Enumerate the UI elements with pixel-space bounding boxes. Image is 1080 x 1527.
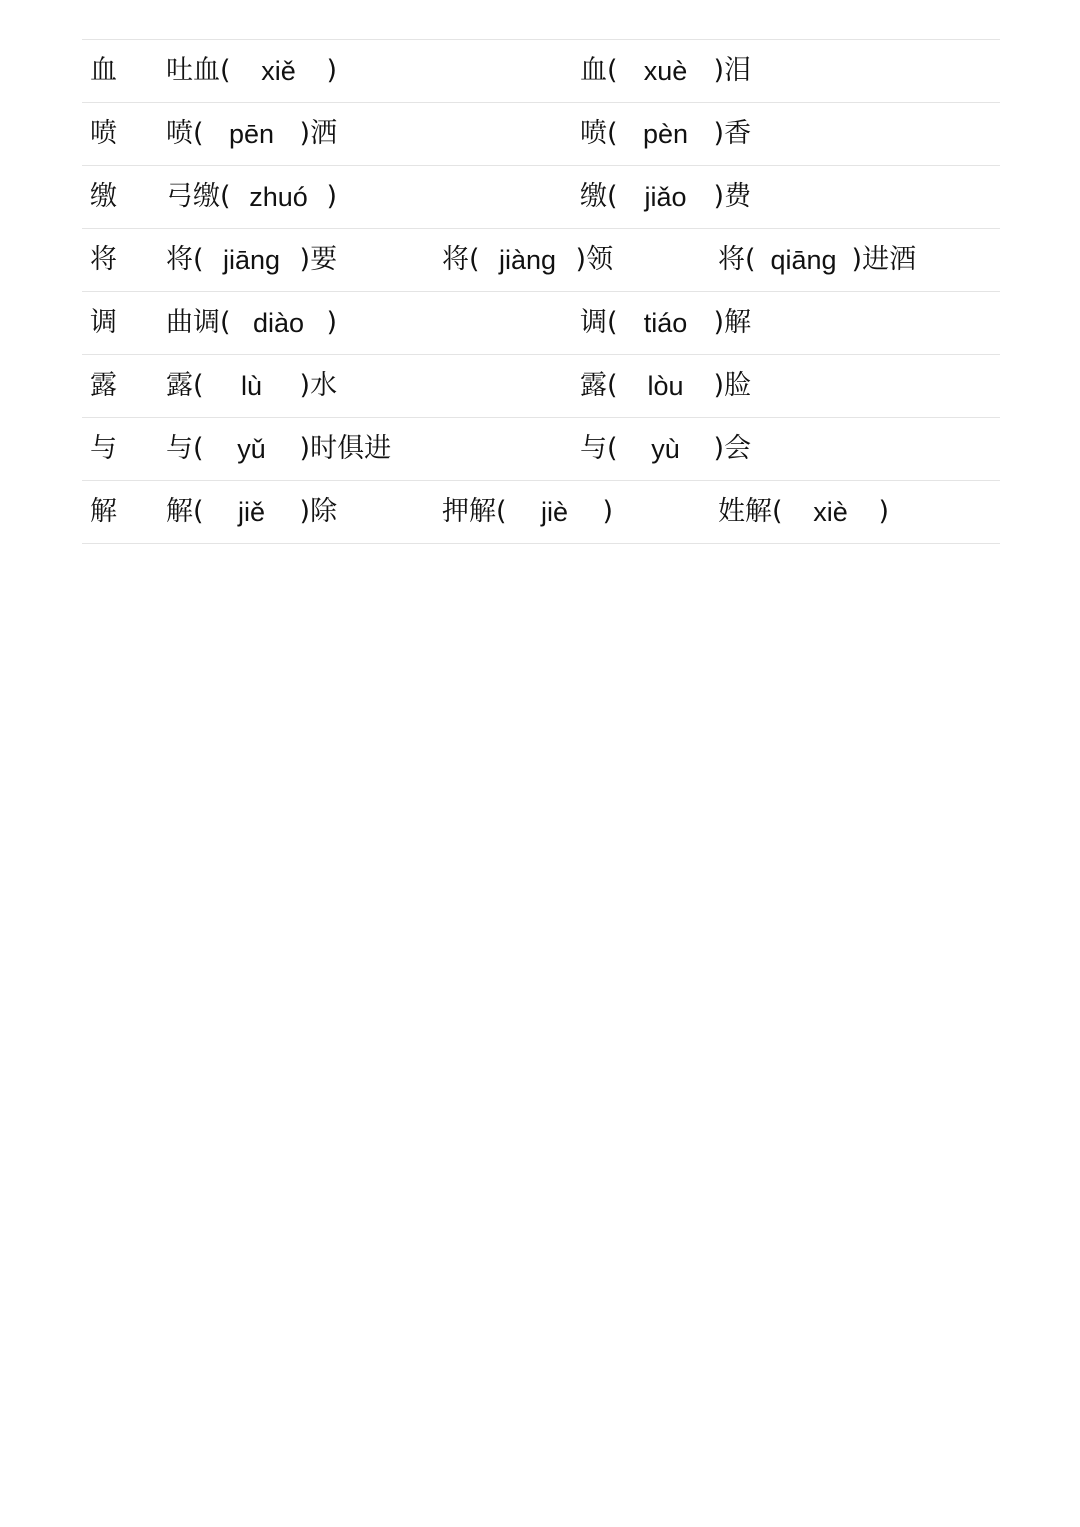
word-prefix: 血( — [580, 55, 618, 86]
word-suffix: )除 — [299, 496, 338, 527]
row-character: 与 — [90, 433, 117, 464]
word-suffix: ) — [326, 55, 338, 86]
pinyin: tiáo — [643, 308, 688, 338]
pinyin: yǔ — [237, 434, 266, 464]
word-prefix: 吐血( — [166, 55, 231, 86]
word-prefix: 露( — [166, 370, 204, 401]
word-prefix: 将( — [718, 244, 756, 275]
word-suffix: ) — [878, 496, 890, 527]
word-suffix: )泪 — [713, 55, 752, 86]
row-character: 解 — [90, 496, 117, 527]
row-character: 将 — [90, 244, 117, 275]
word-suffix: ) — [602, 496, 614, 527]
pinyin: xiè — [813, 497, 848, 527]
word-entry — [580, 418, 751, 480]
word-suffix: )领 — [575, 244, 614, 275]
row-character: 露 — [90, 370, 117, 401]
word-entry — [580, 166, 751, 228]
word-entry — [580, 355, 751, 417]
word-suffix: ) — [326, 307, 338, 338]
pinyin: qiāng — [770, 245, 837, 275]
pinyin: pèn — [643, 119, 689, 149]
word-entry — [580, 40, 751, 102]
pinyin: lòu — [647, 371, 684, 401]
word-entry — [166, 292, 337, 354]
word-suffix: )费 — [713, 181, 752, 212]
word-prefix: 曲调( — [166, 307, 231, 338]
word-entry — [166, 229, 337, 291]
word-prefix: 与( — [166, 433, 204, 464]
word-entry — [166, 355, 337, 417]
word-suffix: )时俱进 — [299, 433, 392, 464]
word-suffix: )香 — [713, 118, 752, 149]
word-entry — [580, 292, 751, 354]
word-entry — [166, 418, 391, 480]
row-character: 缴 — [90, 181, 117, 212]
table-row — [82, 481, 1000, 544]
word-entry — [166, 40, 337, 102]
word-prefix: 露( — [580, 370, 618, 401]
word-entry — [166, 166, 337, 228]
pinyin: diào — [253, 308, 305, 338]
word-entry — [442, 229, 613, 291]
word-prefix: 调( — [580, 307, 618, 338]
word-suffix: )洒 — [299, 118, 338, 149]
word-prefix: 缴( — [580, 181, 618, 212]
table-row — [82, 40, 1000, 103]
pinyin: jiě — [238, 497, 266, 527]
pinyin: pēn — [229, 119, 275, 149]
word-suffix: )解 — [713, 307, 752, 338]
word-prefix: 与( — [580, 433, 618, 464]
word-entry — [718, 229, 916, 291]
word-entry — [442, 481, 613, 543]
word-prefix: 解( — [166, 496, 204, 527]
word-suffix: )进酒 — [851, 244, 917, 275]
pinyin: xiě — [261, 56, 296, 86]
word-suffix: )会 — [713, 433, 752, 464]
word-entry — [718, 481, 889, 543]
table-row — [82, 229, 1000, 292]
word-prefix: 姓解( — [718, 496, 783, 527]
word-suffix: )水 — [299, 370, 338, 401]
word-suffix: )脸 — [713, 370, 752, 401]
table-row — [82, 103, 1000, 166]
table-row — [82, 355, 1000, 418]
pinyin: zhuó — [249, 182, 308, 212]
pinyin: yù — [651, 434, 680, 464]
pinyin: lù — [241, 371, 263, 401]
row-character: 喷 — [90, 118, 117, 149]
word-suffix: ) — [326, 181, 338, 212]
table-row — [82, 418, 1000, 481]
table-row — [82, 292, 1000, 355]
pinyin: jiè — [541, 497, 569, 527]
word-entry — [166, 481, 337, 543]
row-character: 血 — [90, 55, 117, 86]
pinyin: xuè — [643, 56, 688, 86]
word-prefix: 将( — [442, 244, 480, 275]
word-entry — [166, 103, 337, 165]
table-row — [82, 166, 1000, 229]
word-prefix: 将( — [166, 244, 204, 275]
word-prefix: 弓缴( — [166, 181, 231, 212]
row-character: 调 — [90, 307, 117, 338]
word-prefix: 喷( — [166, 118, 204, 149]
word-prefix: 押解( — [442, 496, 507, 527]
pinyin: jiāng — [223, 245, 281, 275]
word-suffix: )要 — [299, 244, 338, 275]
word-prefix: 喷( — [580, 118, 618, 149]
word-entry — [580, 103, 751, 165]
pinyin: jiǎo — [644, 182, 687, 212]
pronunciation-table — [82, 39, 1000, 544]
pinyin: jiàng — [499, 245, 557, 275]
